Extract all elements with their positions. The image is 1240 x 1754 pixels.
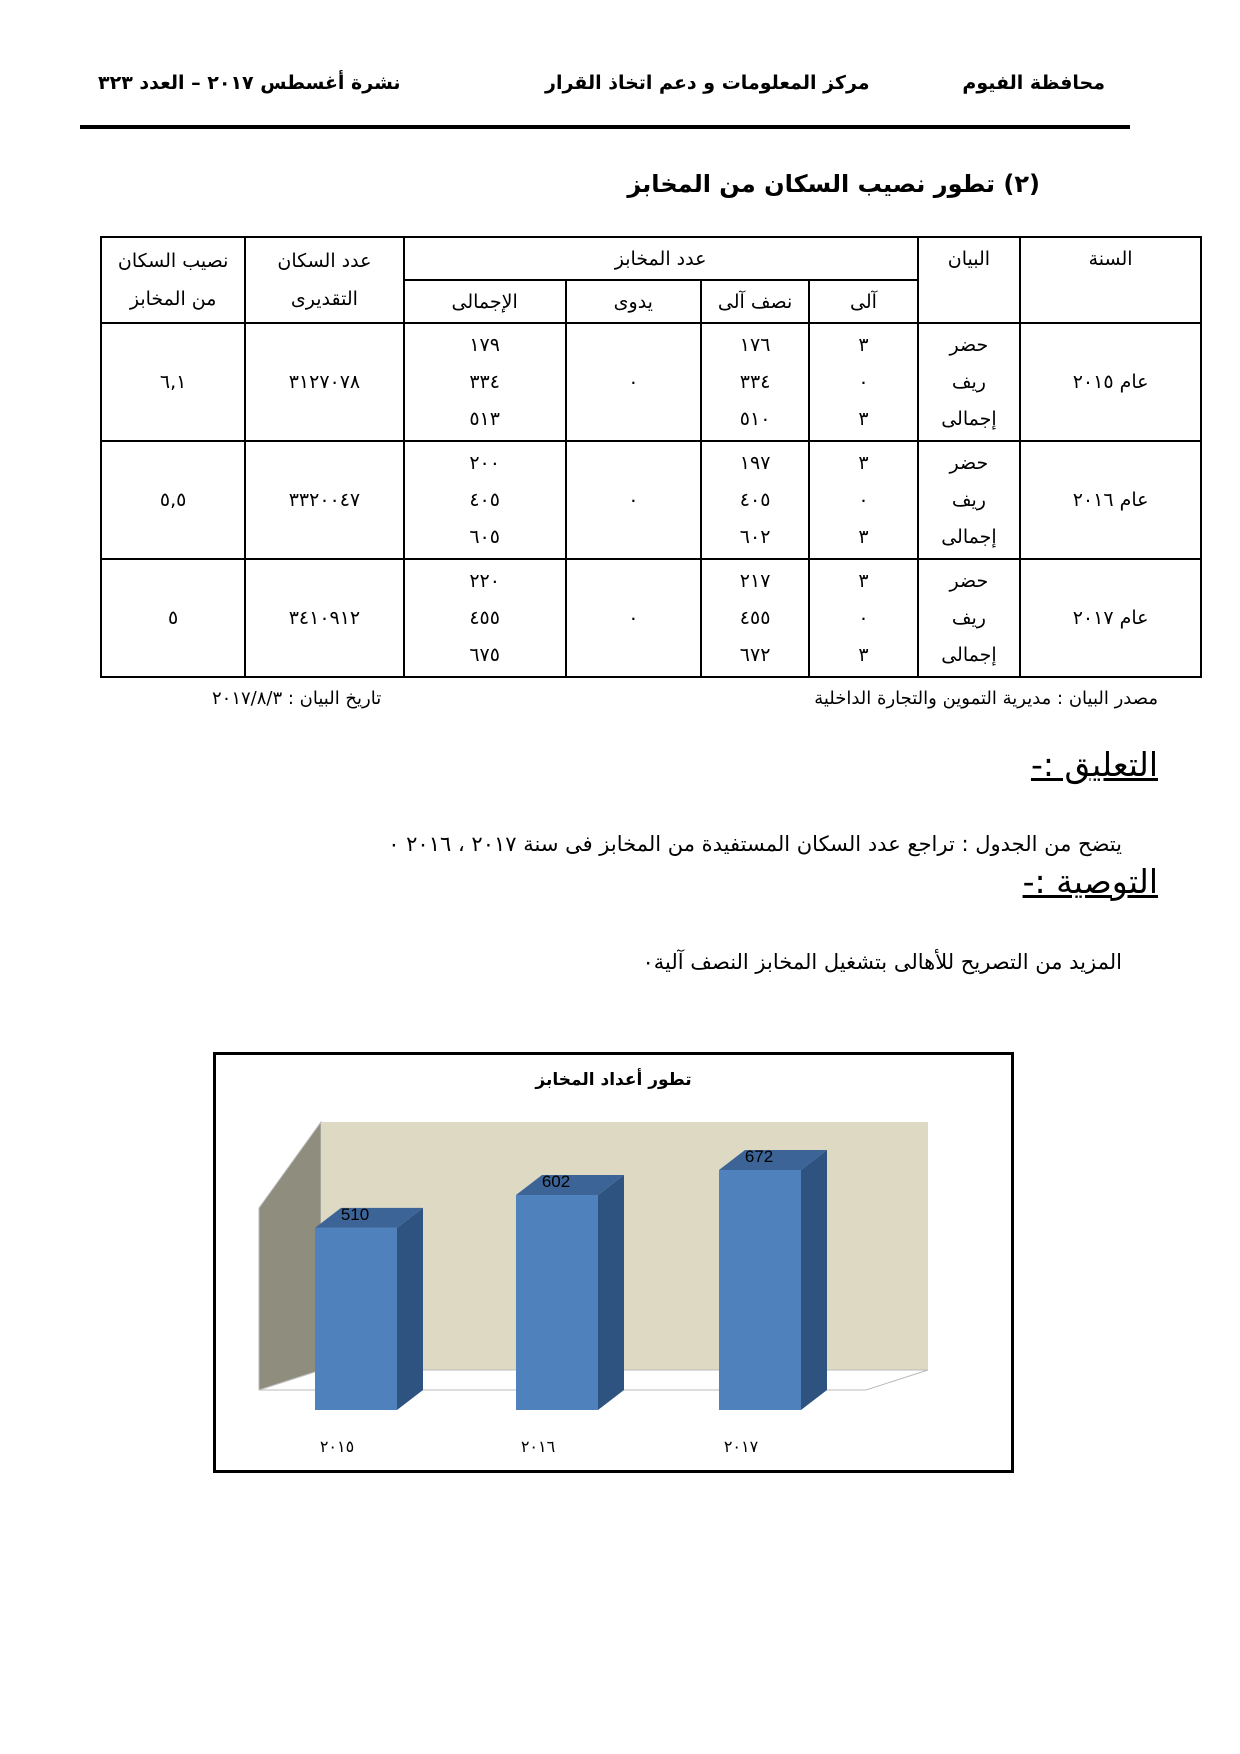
value: ٤٠٥	[469, 488, 500, 511]
bar-side	[801, 1150, 827, 1410]
cell-population: ٣٣٢٠٠٤٧	[245, 441, 403, 559]
value: ٠	[858, 488, 869, 511]
value: ٥١٣	[469, 408, 500, 431]
value: ٣	[858, 451, 869, 474]
label-rural: ريف	[951, 606, 986, 629]
cell-manual: ٠	[566, 323, 701, 441]
cell-semi-auto	[701, 323, 809, 441]
cell-semi-auto	[701, 559, 809, 677]
table-row	[101, 441, 1201, 559]
header-manual: يدوى	[566, 280, 701, 323]
cell-auto	[809, 441, 917, 559]
recommendation-heading: التوصية :-	[1022, 862, 1158, 901]
label-total: إجمالى	[941, 526, 997, 549]
data-label: 602	[541, 1172, 571, 1192]
value: ٣	[858, 333, 869, 356]
header-population-line2: التقديرى	[290, 288, 358, 310]
value: ٦٠٢	[739, 526, 771, 549]
header-governorate: محافظة الفيوم	[962, 72, 1105, 94]
bar	[719, 1170, 801, 1410]
bar	[516, 1195, 598, 1410]
value: ٦٧٢	[739, 644, 771, 667]
cell-year: عام ٢٠١٥	[1020, 323, 1201, 441]
cell-item	[918, 323, 1021, 441]
value: ٠	[858, 606, 869, 629]
cell-semi-auto	[701, 441, 809, 559]
cell-total	[404, 559, 566, 677]
value: ٤٥٥	[739, 606, 771, 629]
bakeries-bar-chart	[213, 1052, 1014, 1473]
header-rule	[80, 125, 1130, 129]
value: ٤٥٥	[469, 606, 500, 629]
value: ٥١٠	[739, 408, 771, 431]
header-share-line2: من المخابز	[129, 288, 217, 310]
label-total: إجمالى	[941, 408, 997, 431]
x-tick-label: ٢٠١٦	[520, 1437, 556, 1456]
table-row	[101, 559, 1201, 677]
value: ٢١٧	[739, 569, 771, 592]
value: ١٧٩	[469, 333, 500, 356]
cell-manual: ٠	[566, 559, 701, 677]
header-year: السنة	[1020, 237, 1201, 323]
section-title: (٢) تطور نصيب السكان من المخابز	[627, 170, 1040, 198]
comment-heading: التعليق :-	[1030, 745, 1158, 784]
x-tick-label: ٢٠١٥	[319, 1437, 355, 1456]
cell-total	[404, 323, 566, 441]
label-urban: حضر	[949, 333, 989, 356]
cell-population: ٣٤١٠٩١٢	[245, 559, 403, 677]
value: ٣٣٤	[739, 370, 771, 393]
date-note: تاريخ البيان : ٢٠١٧/٨/٣	[212, 688, 382, 709]
bar	[315, 1228, 397, 1410]
bakeries-table	[100, 236, 1202, 678]
cell-auto	[809, 323, 917, 441]
header-share	[101, 237, 245, 323]
cell-manual: ٠	[566, 441, 701, 559]
header-bakeries-group: عدد المخابز	[404, 237, 918, 280]
header-item: البيان	[918, 237, 1021, 323]
value: ٠	[858, 370, 869, 393]
value: ٣	[858, 408, 869, 431]
header-total: الإجمالى	[404, 280, 566, 323]
comment-text: يتضح من الجدول : تراجع عدد السكان المستفيدة من المخابز فى سنة ٢٠١٧ ، ٢٠١٦ ٠	[388, 832, 1122, 856]
value: ٣	[858, 526, 869, 549]
cell-share: ٥	[101, 559, 245, 677]
value: ٣٣٤	[469, 370, 500, 393]
cell-total	[404, 441, 566, 559]
cell-year: عام ٢٠١٧	[1020, 559, 1201, 677]
label-rural: ريف	[951, 488, 986, 511]
data-label: 672	[744, 1147, 774, 1167]
bar-side	[397, 1208, 423, 1410]
cell-year: عام ٢٠١٦	[1020, 441, 1201, 559]
header-share-line1: نصيب السكان	[117, 250, 229, 272]
value: ٣	[858, 569, 869, 592]
label-urban: حضر	[949, 451, 989, 474]
bar-side	[598, 1175, 624, 1410]
value: ١٧٦	[739, 333, 771, 356]
value: ٤٠٥	[739, 488, 771, 511]
value: ٣	[858, 644, 869, 667]
header-auto: آلى	[809, 280, 917, 323]
chart-title: تطور أعداد المخابز	[535, 1070, 692, 1090]
value: ٦٧٥	[469, 644, 500, 667]
cell-auto	[809, 559, 917, 677]
value: ٢٢٠	[469, 569, 500, 592]
label-urban: حضر	[949, 569, 989, 592]
recommendation-text: المزيد من التصريح للأهالى بتشغيل المخابز النصف آلية٠	[642, 950, 1122, 974]
cell-item	[918, 441, 1021, 559]
x-tick-label: ٢٠١٧	[723, 1437, 759, 1456]
header-population-line1: عدد السكان	[277, 250, 372, 272]
header-bulletin: نشرة أغسطس ٢٠١٧ – العدد ٣٢٣	[98, 72, 401, 94]
table-row	[101, 323, 1201, 441]
label-rural: ريف	[951, 370, 986, 393]
value: ٢٠٠	[469, 451, 500, 474]
cell-share: ٥,٥	[101, 441, 245, 559]
header-population	[245, 237, 403, 323]
header-semi-auto: نصف آلى	[701, 280, 809, 323]
cell-item	[918, 559, 1021, 677]
cell-population: ٣١٢٧٠٧٨	[245, 323, 403, 441]
value: ٦٠٥	[469, 526, 500, 549]
cell-share: ٦,١	[101, 323, 245, 441]
label-total: إجمالى	[941, 644, 997, 667]
header-center: مركز المعلومات و دعم اتخاذ القرار	[545, 72, 870, 94]
source-note: مصدر البيان : مديرية التموين والتجارة الداخلية	[814, 688, 1158, 709]
value: ١٩٧	[739, 451, 771, 474]
data-label: 510	[340, 1204, 370, 1224]
side-wall	[259, 1122, 321, 1390]
